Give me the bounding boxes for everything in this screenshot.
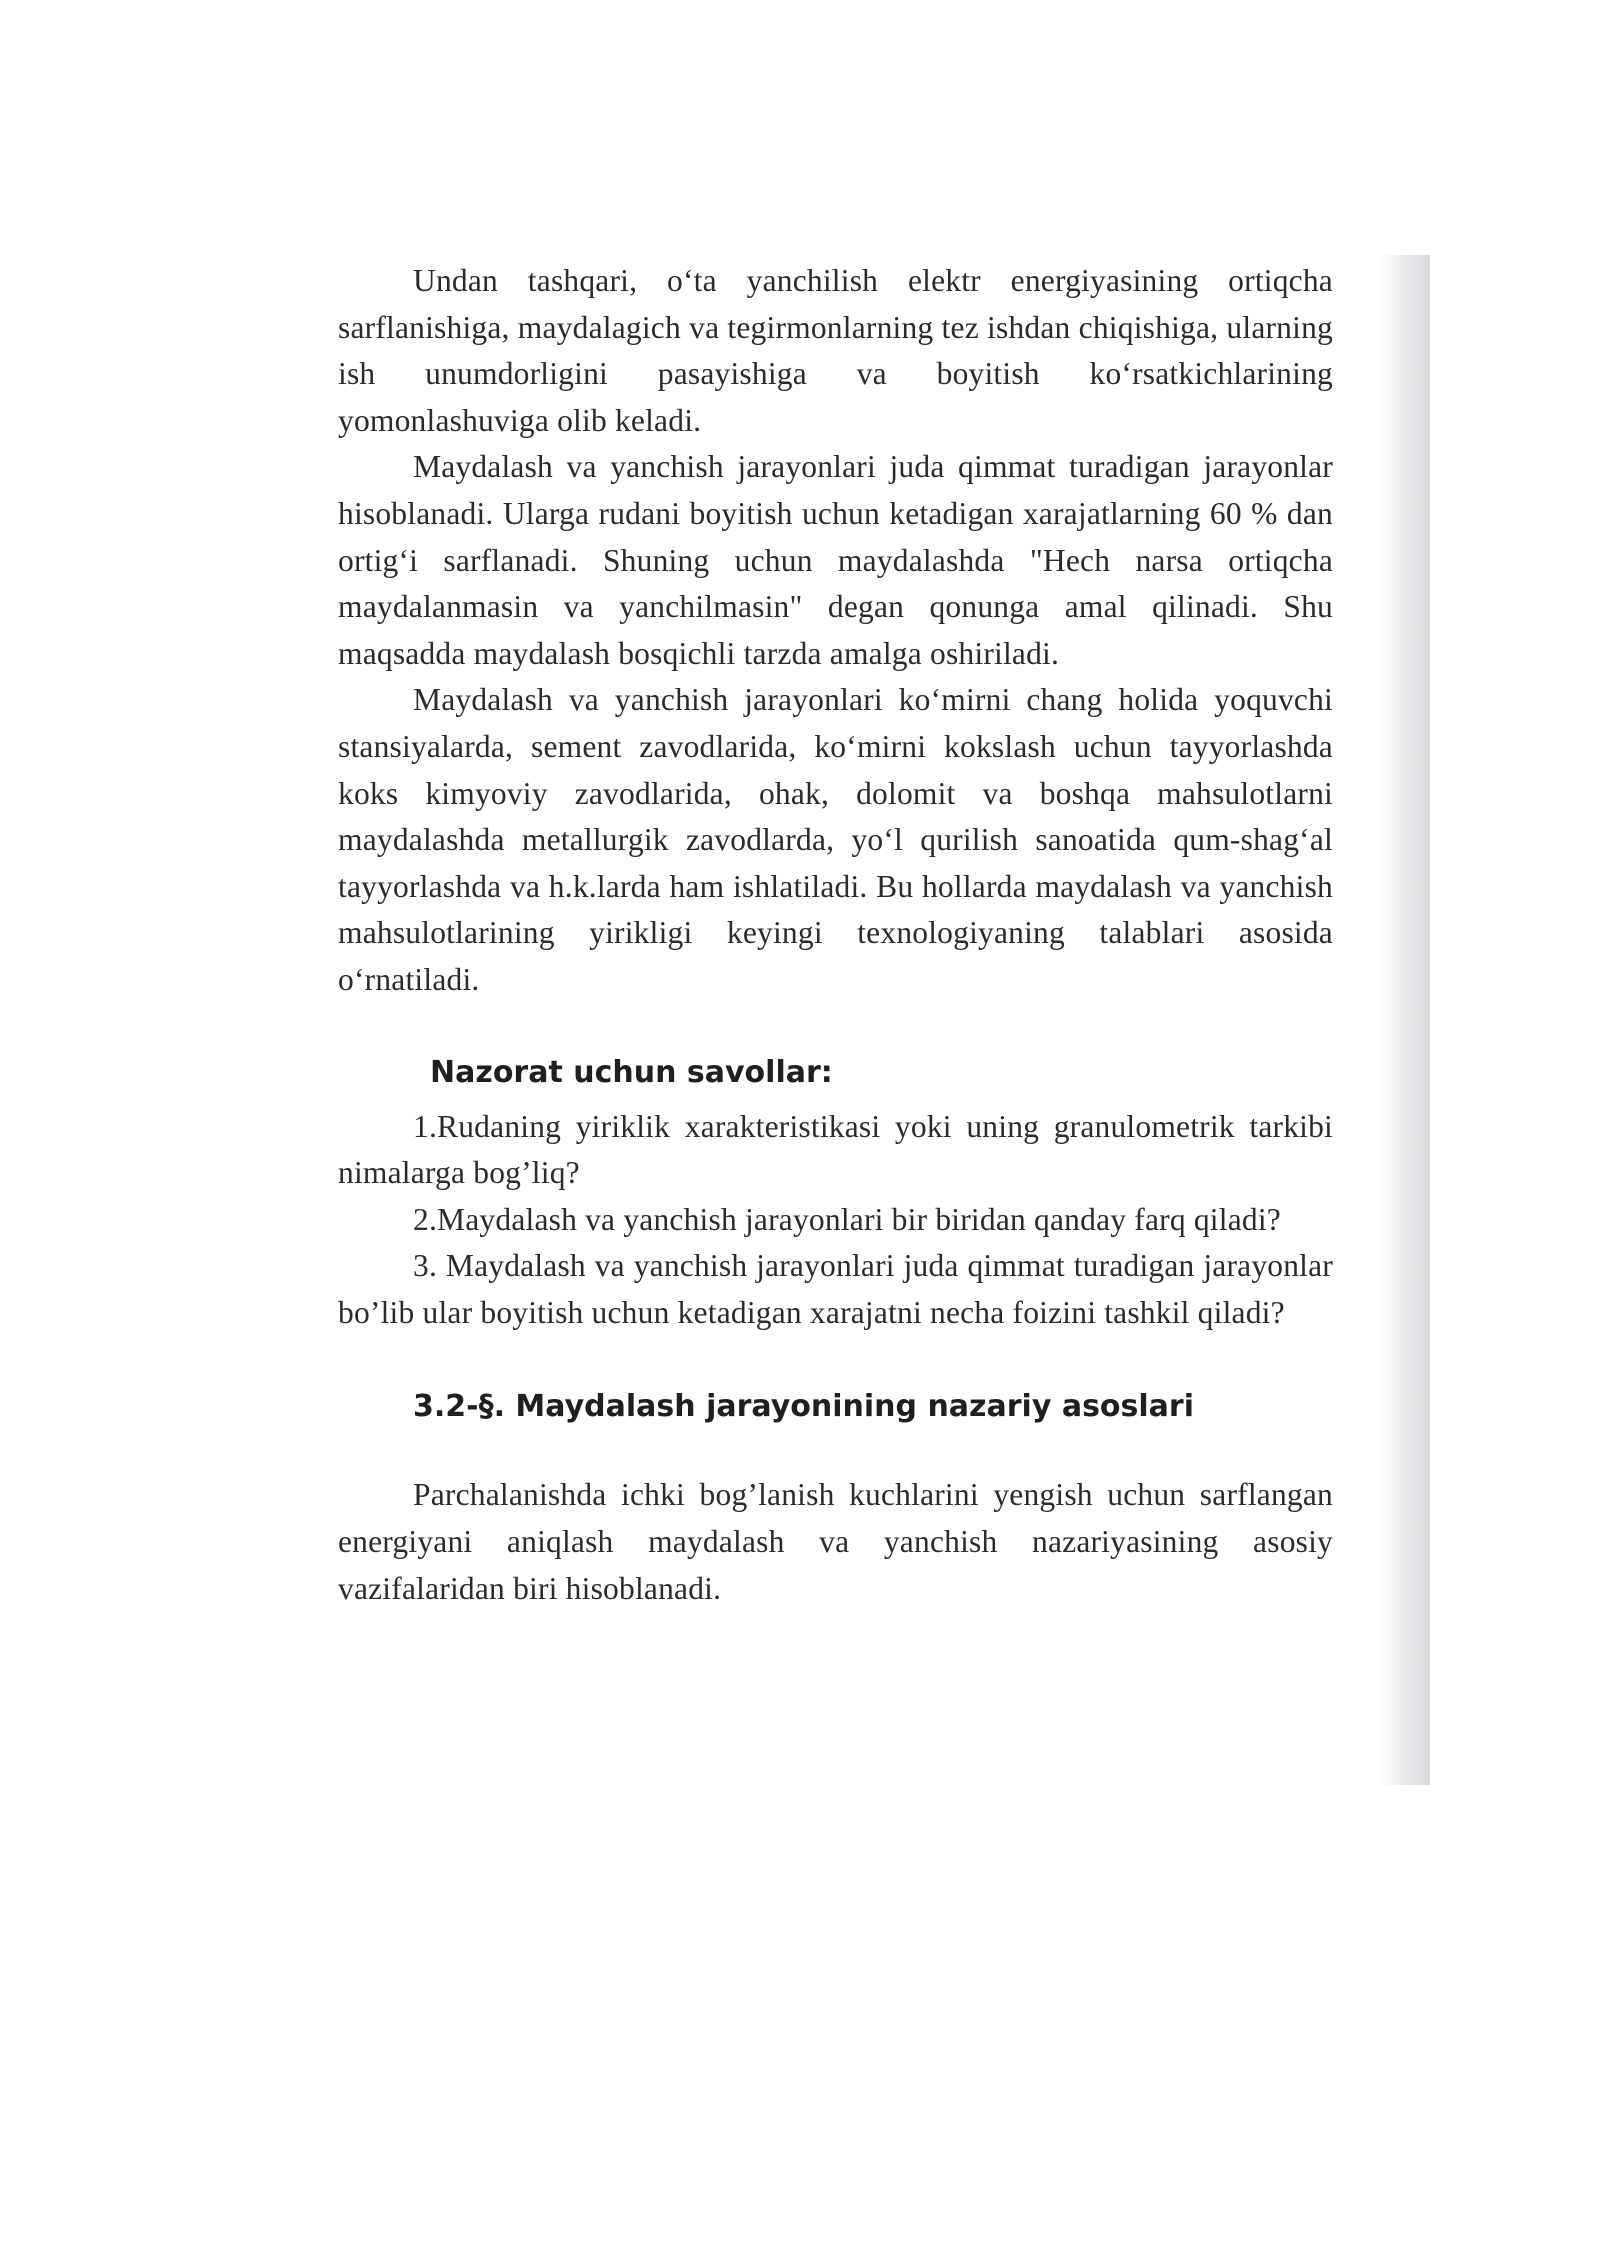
body-paragraph-3: Maydalash va yanchish jarayonlari ko‘mirni chang holida yoquvchi stansiyalarda, sement zavodlarida, ko‘mirni kokslash uchun tayyorlashda koks kimyoviy zavodlarida, ohak, dolomit va boshqa mahsulotlarni maydalashda metallurgik zavodlarda, yo‘l qurilish sanoatida qum-shag‘al tayyorlashda va h.k.larda ham ishlatiladi. Bu hollarda maydalash va yanchish mahsulotlarining yirikligi keyingi texnologiyaning talablari asosida o‘rnatiladi. [338,682,1333,997]
body-paragraph-1: Undan tashqari, o‘ta yanchilish elektr energiyasining ortiqcha sarflanishiga, maydalagich va tegirmonlarning tez ishdan chiqishiga, ularning ish unumdorligini pasayishiga va boyitish ko‘rsatkichlarining yomonlashuviga olib keladi. [338,263,1333,438]
question-item-1: 1.Rudaning yiriklik xarakteristikasi yoki uning granulometrik tarkibi nimalarga bog’liq? [338,1108,1333,1191]
body-paragraph-2: Maydalash va yanchish jarayonlari juda qimmat turadigan jarayonlar hisoblanadi. Ularga rudani boyitish uchun ketadigan xarajatlarning 60 % dan ortig‘i sarflanadi. Shuning uchun maydalashda "Hech narsa ortiqcha maydalanmasin va yanchilmasin" degan qonunga amal qilinadi. Shu maqsadda maydalash bosqichli tarzda amalga oshiriladi. [338,449,1333,671]
section-paragraph: Parchalanishda ichki bog’lanish kuchlarini yengish uchun sarflangan energiyani aniqlash maydalash va yanchish nazariyasining asosiy vazifalaridan biri hisoblanadi. [338,1477,1333,1606]
page-edge-shadow [1380,255,1430,1785]
questions-heading: Nazorat uchun savollar: [430,1054,833,1090]
questions-list [338,1104,1333,1337]
page-body [338,258,1333,1612]
section-heading: 3.2-§. Maydalash jarayonining nazariy asoslari [413,1389,1194,1425]
question-item-3: 3. Maydalash va yanchish jarayonlari juda qimmat turadigan jarayonlar bo’lib ular boyitish uchun ketadigan xarajatni necha foizini tashkil qiladi? [338,1248,1333,1330]
question-item-2: 2.Maydalash va yanchish jarayonlari bir biridan qanday farq qiladi? [413,1201,1281,1237]
